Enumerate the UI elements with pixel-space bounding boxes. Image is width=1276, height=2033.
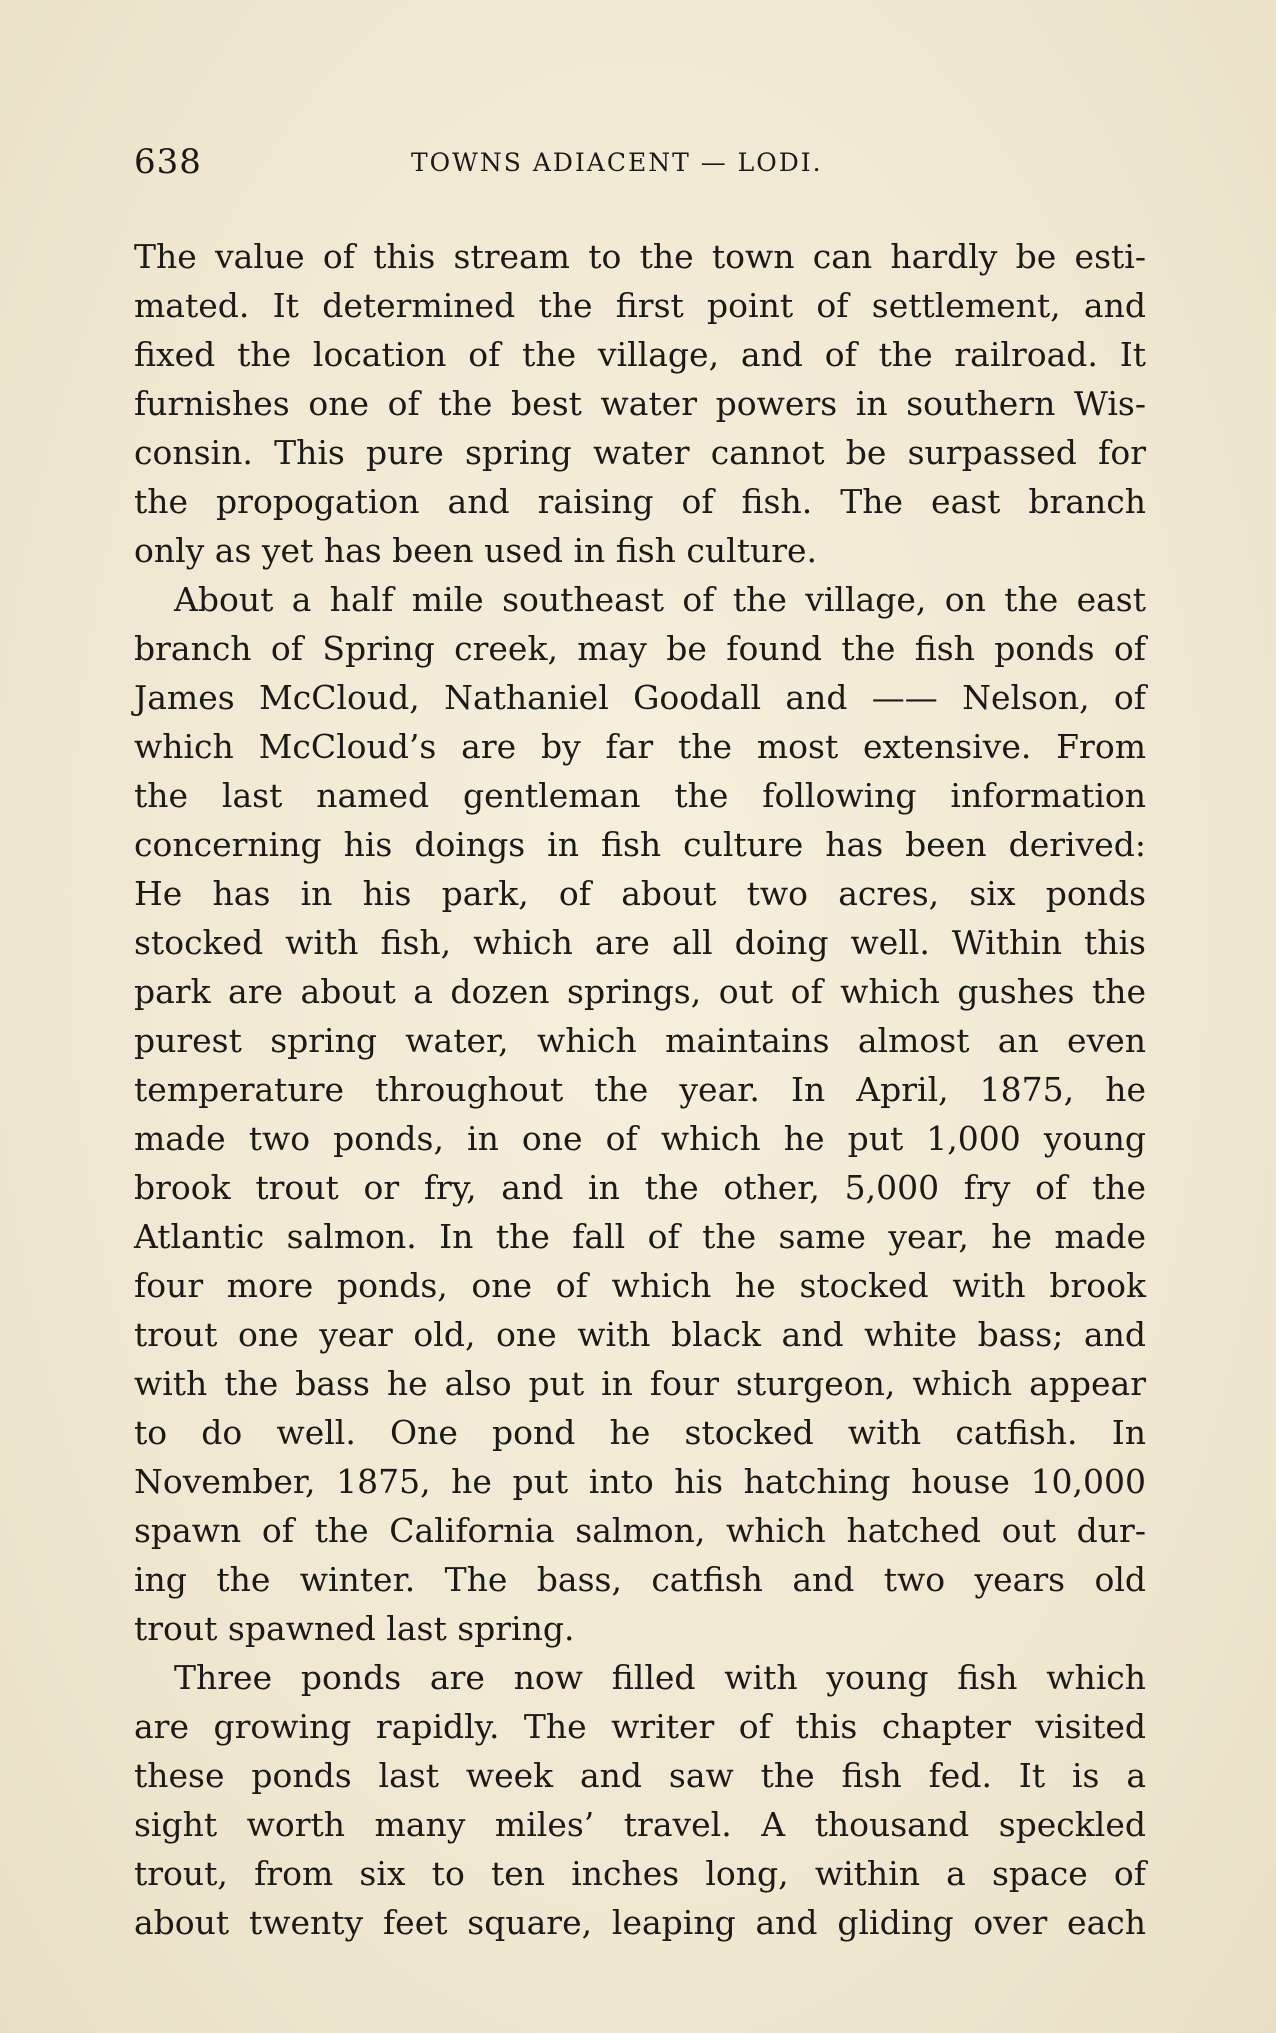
paragraph-2 xyxy=(134,575,1146,1653)
text-line: spawn of the California salmon, which hatched out dur- xyxy=(134,1511,1146,1550)
text-line: Three ponds are now filled with young fish which xyxy=(174,1658,1146,1697)
paragraph-3 xyxy=(134,1653,1146,1947)
text-line: trout spawned last spring. xyxy=(134,1609,575,1648)
text-line: branch of Spring creek, may be found the fish ponds of xyxy=(134,629,1146,668)
text-line: to do well. One pond he stocked with catfish. In xyxy=(134,1413,1146,1452)
text-line: the propogation and raising of fish. The east branch xyxy=(134,482,1146,521)
text-line: trout, from six to ten inches long, within a space of xyxy=(134,1854,1146,1893)
text-line: these ponds last week and saw the fish fed. It is a xyxy=(134,1756,1146,1795)
text-line: consin. This pure spring water cannot be surpassed for xyxy=(134,433,1146,472)
text-line: fixed the location of the village, and of the railroad. It xyxy=(134,335,1146,374)
text-line: four more ponds, one of which he stocked with brook xyxy=(134,1266,1146,1305)
paragraph-1 xyxy=(134,232,1146,575)
text-line: with the bass he also put in four sturgeon, which appear xyxy=(134,1364,1146,1403)
text-line: purest spring water, which maintains almost an even xyxy=(134,1021,1146,1060)
text-line: About a half mile southeast of the village, on the east xyxy=(174,580,1146,619)
text-line: park are about a dozen springs, out of which gushes the xyxy=(134,972,1146,1011)
text-line: Atlantic salmon. In the fall of the same year, he made xyxy=(134,1217,1146,1256)
text-line: sight worth many miles’ travel. A thousand speckled xyxy=(134,1805,1146,1844)
page-number: 638 xyxy=(134,142,202,182)
body-text xyxy=(134,232,1146,1947)
page-header xyxy=(134,142,1144,186)
text-line: The value of this stream to the town can hardly be esti- xyxy=(134,237,1146,276)
text-line: He has in his park, of about two acres, six ponds xyxy=(134,874,1146,913)
text-line: stocked with fish, which are all doing well. Within this xyxy=(134,923,1146,962)
text-line: trout one year old, one with black and white bass; and xyxy=(134,1315,1146,1354)
text-line: mated. It determined the first point of settlement, and xyxy=(134,286,1146,325)
text-line: November, 1875, he put into his hatching house 10,000 xyxy=(134,1462,1146,1501)
text-line: are growing rapidly. The writer of this chapter visited xyxy=(134,1707,1146,1746)
text-line: only as yet has been used in fish culture. xyxy=(134,531,818,570)
text-line: made two ponds, in one of which he put 1,000 young xyxy=(134,1119,1146,1158)
text-line: about twenty feet square, leaping and gliding over each xyxy=(134,1903,1146,1942)
text-line: brook trout or fry, and in the other, 5,000 fry of the xyxy=(134,1168,1146,1207)
text-line: temperature throughout the year. In April, 1875, he xyxy=(134,1070,1146,1109)
text-line: concerning his doings in fish culture has been derived: xyxy=(134,825,1146,864)
text-line: the last named gentleman the following information xyxy=(134,776,1146,815)
text-line: ing the winter. The bass, catfish and two years old xyxy=(134,1560,1146,1599)
text-line: James McCloud, Nathaniel Goodall and —— Nelson, of xyxy=(134,678,1146,717)
running-head: TOWNS ADIACENT — LODI. xyxy=(411,148,823,177)
text-line: furnishes one of the best water powers in southern Wis- xyxy=(134,384,1146,423)
text-line: which McCloud’s are by far the most extensive. From xyxy=(134,727,1146,766)
